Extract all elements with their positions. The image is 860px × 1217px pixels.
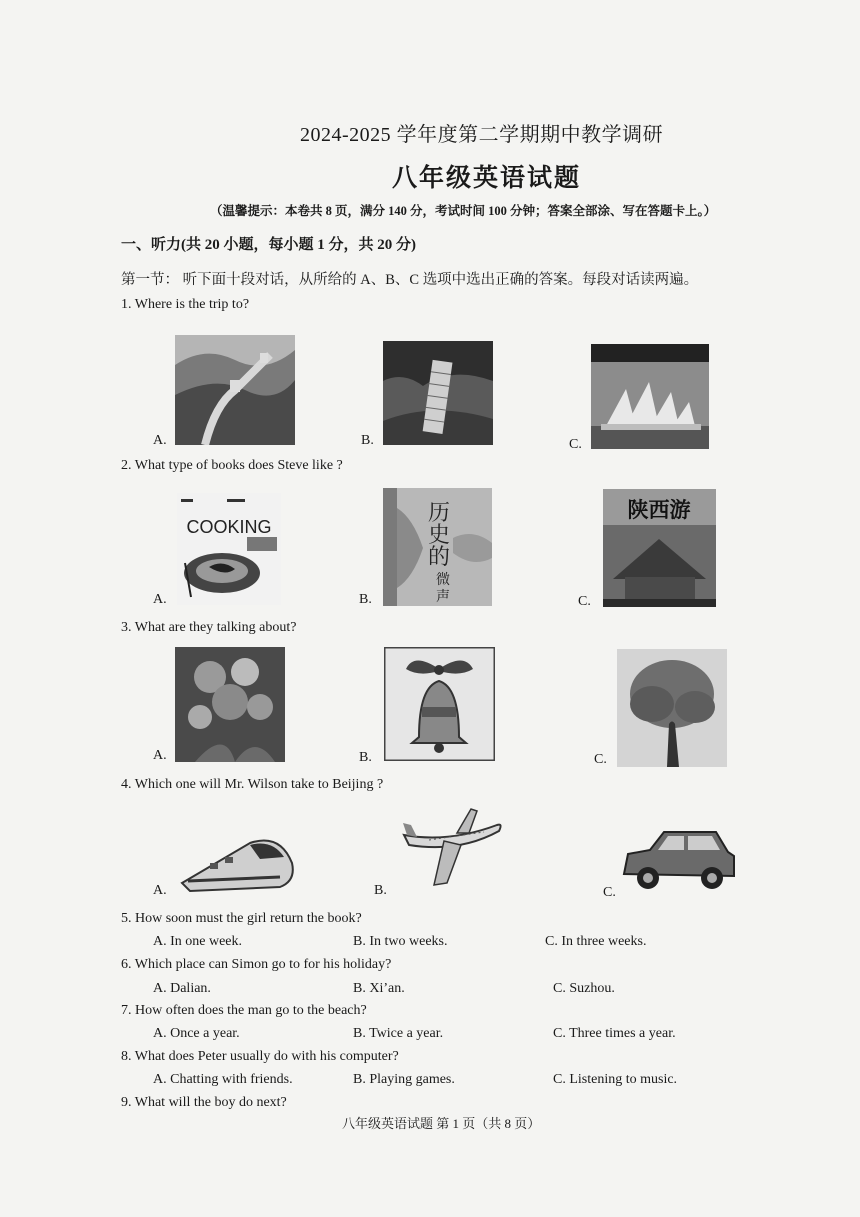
car-image <box>620 826 738 892</box>
history-char-1: 历 <box>427 500 451 525</box>
q1-label-b: B. <box>361 433 374 448</box>
q5-option-c: C. In three weeks. <box>545 934 647 949</box>
question-7: 7. How often does the man go to the beach? <box>121 1003 367 1018</box>
cooking-book-title: COOKING <box>186 517 272 537</box>
page-footer: 八年级英语试题 第 1 页（共 8 页） <box>342 1116 541 1131</box>
travel-book-image <box>603 489 716 607</box>
question-8: 8. What does Peter usually do with his computer? <box>121 1049 399 1064</box>
leaning-tower-image <box>383 341 493 445</box>
q4-label-a: A. <box>153 883 167 898</box>
q1-label-c: C. <box>569 437 582 452</box>
great-wall-image <box>175 335 295 445</box>
question-4: 4. Which one will Mr. Wilson take to Beijing ? <box>121 777 384 792</box>
history-char-4: 微 <box>436 573 450 588</box>
q8-option-b: B. Playing games. <box>353 1072 455 1087</box>
bell-image <box>384 647 495 761</box>
q6-option-c: C. Suzhou. <box>553 981 615 996</box>
q4-label-b: B. <box>374 883 387 898</box>
question-1: 1. Where is the trip to? <box>121 297 250 312</box>
q8-option-a: A. Chatting with friends. <box>153 1072 293 1087</box>
section-heading: 一、听力(共 20 小题，每小题 1 分，共 20 分) <box>121 237 416 253</box>
history-char-2: 史 <box>427 522 451 547</box>
q4-label-c: C. <box>603 885 616 900</box>
part-instructions: 第一节： 听下面十段对话，从所给的 A、B、C 选项中选出正确的答案。每段对话读两遍。 <box>121 272 699 288</box>
q8-option-c: C. Listening to music. <box>553 1072 678 1087</box>
q2-label-b: B. <box>359 592 372 607</box>
history-char-5: 声 <box>436 590 450 605</box>
question-6: 6. Which place can Simon go to for his holiday? <box>121 957 392 972</box>
q6-option-b: B. Xi’an. <box>353 981 405 996</box>
question-5: 5. How soon must the girl return the book? <box>121 911 362 926</box>
exam-tip: （温馨提示：本卷共 8 页，满分 140 分，考试时间 100 分钟；答案全部涂、写在答题卡上。） <box>210 204 717 218</box>
q3-label-c: C. <box>594 752 607 767</box>
exam-title: 八年级英语试题 <box>392 165 582 192</box>
q7-option-b: B. Twice a year. <box>353 1026 444 1041</box>
q2-label-c: C. <box>578 594 591 609</box>
question-9: 9. What will the boy do next? <box>121 1095 287 1110</box>
history-char-3: 的 <box>427 544 451 569</box>
history-book-image <box>383 488 492 606</box>
q5-option-a: A. In one week. <box>153 934 243 949</box>
q7-option-a: A. Once a year. <box>153 1026 240 1041</box>
plane-image <box>399 805 505 893</box>
q1-label-a: A. <box>153 433 167 448</box>
exam-year-line: 2024-2025 学年度第二学期期中教学调研 <box>300 124 664 146</box>
tree-image <box>617 649 727 767</box>
train-image <box>180 823 297 895</box>
flowers-image <box>175 647 285 762</box>
q5-option-b: B. In two weeks. <box>353 934 448 949</box>
question-3: 3. What are they talking about? <box>121 620 297 635</box>
q2-label-a: A. <box>153 592 167 607</box>
q3-label-a: A. <box>153 748 167 763</box>
opera-house-image <box>591 344 709 449</box>
q3-label-b: B. <box>359 750 372 765</box>
q7-option-c: C. Three times a year. <box>553 1026 676 1041</box>
cooking-book-image <box>177 493 281 605</box>
travel-book-title: 陕西游 <box>627 498 691 522</box>
q6-option-a: A. Dalian. <box>153 981 211 996</box>
question-2: 2. What type of books does Steve like ? <box>121 458 343 473</box>
